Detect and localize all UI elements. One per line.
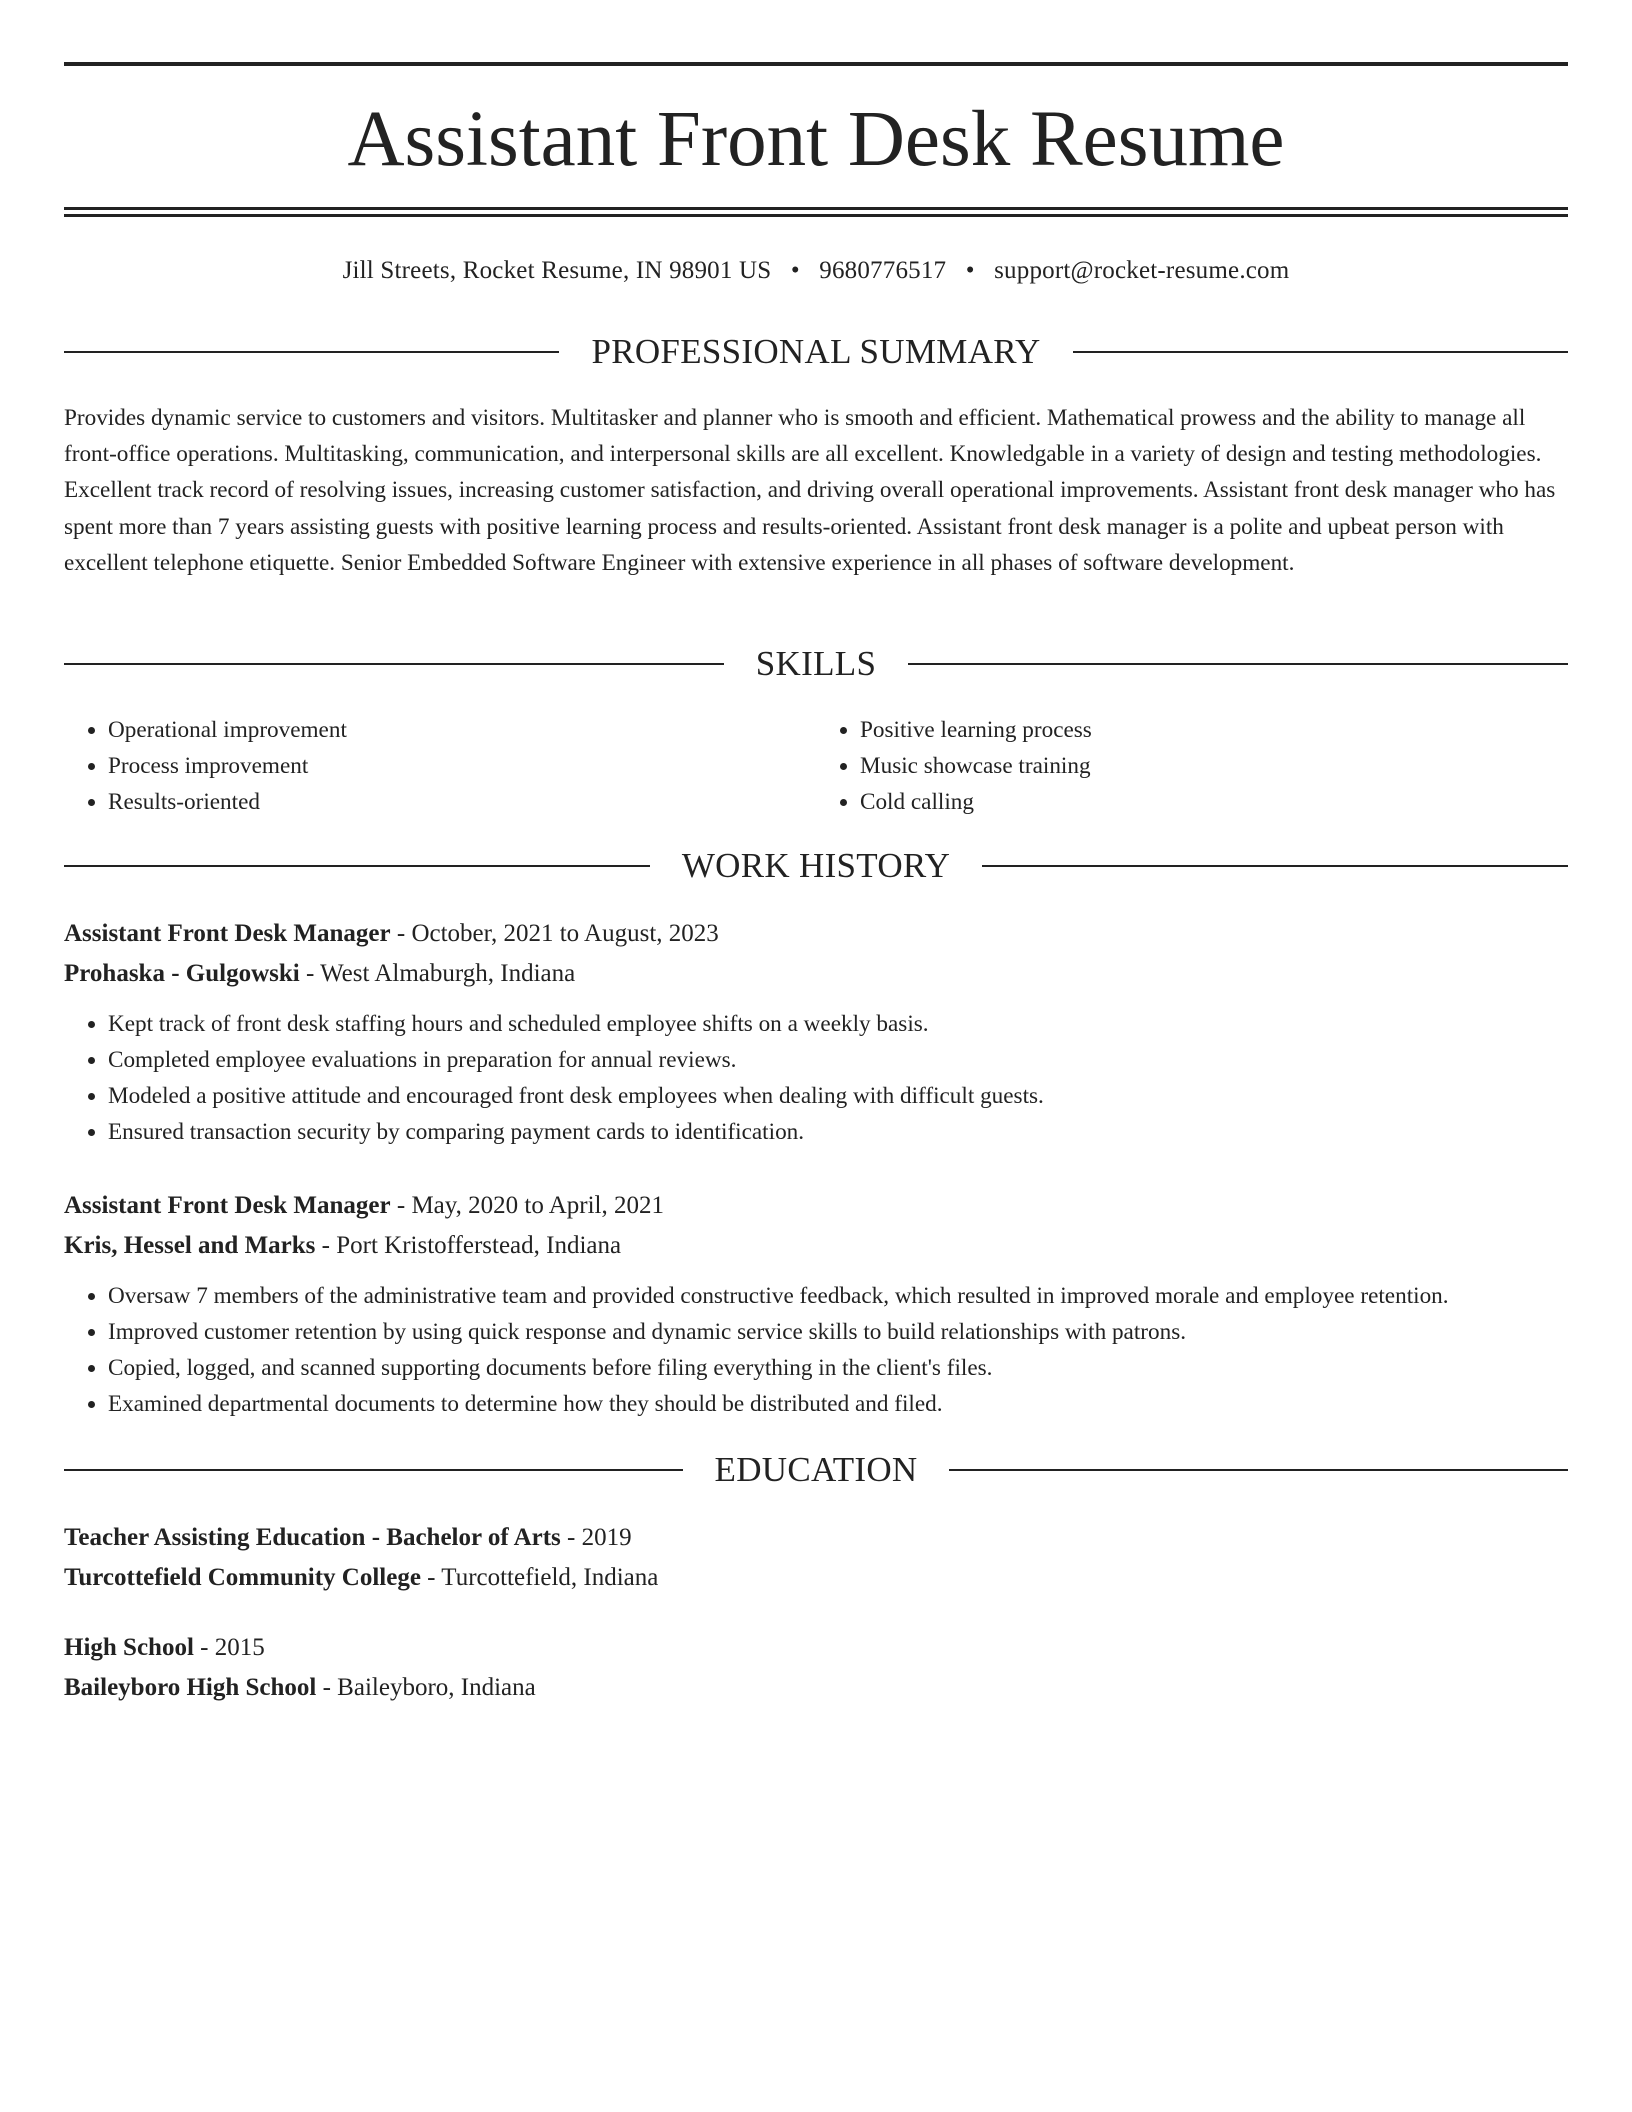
job-company: Kris, Hessel and Marks xyxy=(64,1232,316,1259)
job-title-line xyxy=(64,1186,1568,1226)
section-title: EDUCATION xyxy=(714,1450,918,1489)
top-rule xyxy=(64,62,1568,66)
skills-column-left xyxy=(64,712,816,820)
job-duty: • Modeled a positive attitude and encouraged front desk employees when dealing with difficult guests. xyxy=(108,1078,1568,1114)
heading-rule-left xyxy=(64,1469,683,1471)
job-duty: • Kept track of front desk staffing hours and scheduled employee shifts on a weekly basis. xyxy=(108,1006,1568,1042)
skill-item: • Cold calling xyxy=(860,784,1568,820)
contact-line xyxy=(64,254,1568,288)
education-degree: Teacher Assisting Education - Bachelor of Arts xyxy=(64,1524,561,1551)
education-school-line xyxy=(64,1668,1568,1708)
skill-item: • Results-oriented xyxy=(108,784,816,820)
job-duty: • Improved customer retention by using quick response and dynamic service skills to build relationships with patrons. xyxy=(108,1314,1568,1350)
job-dates: - May, 2020 to April, 2021 xyxy=(390,1192,664,1219)
skills-list xyxy=(64,712,1568,820)
education-year: - 2019 xyxy=(560,1524,632,1551)
job-duty: • Examined departmental documents to determine how they should be distributed and filed. xyxy=(108,1386,1568,1422)
contact-phone: 9680776517 xyxy=(819,257,947,284)
education-degree-line xyxy=(64,1518,1568,1558)
education-school-line xyxy=(64,1558,1568,1598)
job-location: - West Almaburgh, Indiana xyxy=(299,960,576,987)
contact-email: support@rocket-resume.com xyxy=(994,257,1290,284)
job-duties xyxy=(64,1006,1568,1150)
skill-item: • Process improvement xyxy=(108,748,816,784)
job-title: Assistant Front Desk Manager xyxy=(64,1192,391,1219)
contact-address: Jill Streets, Rocket Resume, IN 98901 US xyxy=(342,257,772,284)
job-duty: • Completed employee evaluations in preparation for annual reviews. xyxy=(108,1042,1568,1078)
job-location: - Port Kristofferstead, Indiana xyxy=(315,1232,622,1259)
education-degree: High School xyxy=(64,1634,194,1661)
job-company-line xyxy=(64,954,1568,994)
heading-rule-left xyxy=(64,663,724,665)
skill-item: • Operational improvement xyxy=(108,712,816,748)
section-heading-summary xyxy=(64,330,1568,374)
education-entry xyxy=(64,1518,1568,1598)
contact-separator: • xyxy=(790,257,800,284)
education-school: Baileyboro High School xyxy=(64,1674,317,1701)
heading-rule-left xyxy=(64,865,650,867)
education-location: - Baileyboro, Indiana xyxy=(316,1674,536,1701)
education-location: - Turcottefield, Indiana xyxy=(420,1564,659,1591)
job-company: Prohaska - Gulgowski xyxy=(64,960,300,987)
job-duty: • Oversaw 7 members of the administrative team and provided constructive feedback, which resulted in improved morale and employee retention. xyxy=(108,1278,1568,1314)
education-entry xyxy=(64,1628,1568,1708)
job-title-line xyxy=(64,914,1568,954)
job-title: Assistant Front Desk Manager xyxy=(64,920,391,947)
skill-item: • Music showcase training xyxy=(860,748,1568,784)
section-title: PROFESSIONAL SUMMARY xyxy=(591,332,1041,371)
heading-rule-right xyxy=(908,663,1568,665)
heading-rule-right xyxy=(949,1469,1568,1471)
section-title: SKILLS xyxy=(755,644,877,683)
job-entry xyxy=(64,914,1568,1150)
education-year: - 2015 xyxy=(193,1634,265,1661)
contact-separator: • xyxy=(965,257,975,284)
summary-paragraph: Provides dynamic service to customers and visitors. Multitasker and planner who is smooth and efficient. Mathematical prowess and the ability to manage all front-office operations. Multitasking, communication, and interpersonal skills are all excellent. Knowledgable in a variety of design and testing methodologies. Excellent track record of resolving issues, increasing customer satisfaction, and driving overall operational improvements. Assistant front desk manager who has spent more than 7 years assisting guests with positive learning process and results-oriented. Assistant front desk manager is a polite and upbeat person with excellent telephone etiquette. Senior Embedded Software Engineer with extensive experience in all phases of software development. xyxy=(64,405,1556,576)
job-company-line xyxy=(64,1226,1568,1266)
skills-column-right xyxy=(816,712,1568,820)
job-duties xyxy=(64,1278,1568,1422)
heading-rule-right xyxy=(1073,351,1568,353)
heading-rule-right xyxy=(982,865,1568,867)
job-duty: • Ensured transaction security by comparing payment cards to identification. xyxy=(108,1114,1568,1150)
job-entry xyxy=(64,1186,1568,1422)
resume-title: Assistant Front Desk Resume xyxy=(347,96,1285,183)
heading-rule-left xyxy=(64,351,559,353)
section-heading-education xyxy=(64,1448,1568,1492)
job-dates: - October, 2021 to August, 2023 xyxy=(390,920,719,947)
education-school: Turcottefield Community College xyxy=(64,1564,421,1591)
section-heading-skills xyxy=(64,642,1568,686)
skill-item: • Positive learning process xyxy=(860,712,1568,748)
education-degree-line xyxy=(64,1628,1568,1668)
section-title: WORK HISTORY xyxy=(681,846,951,885)
title-double-rule xyxy=(64,207,1568,217)
job-duty: • Copied, logged, and scanned supporting documents before filing everything in the client's files. xyxy=(108,1350,1568,1386)
section-heading-work xyxy=(64,844,1568,888)
